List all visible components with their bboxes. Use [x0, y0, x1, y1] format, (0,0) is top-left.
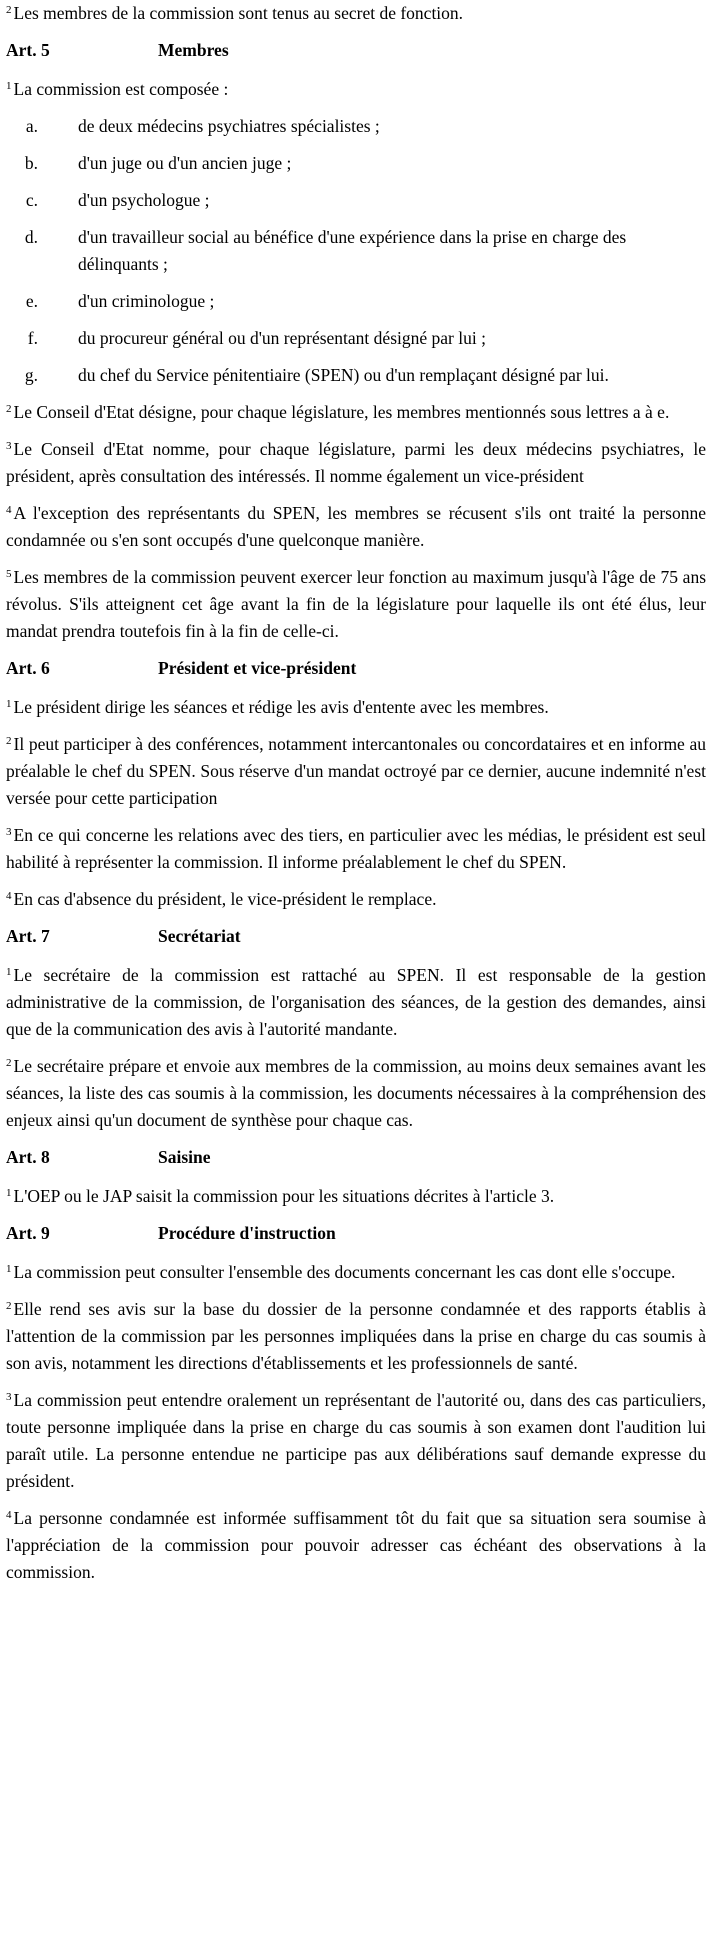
art9-paragraph-3 — [6, 1387, 706, 1495]
art7-paragraph-2 — [6, 1053, 706, 1134]
article-title: Saisine — [158, 1147, 211, 1167]
paragraph-number: 4 — [6, 504, 12, 516]
list-text: d'un travailleur social au bénéfice d'une expérience dans la prise en charge des délinquants ; — [78, 227, 627, 274]
article-5-heading — [6, 37, 706, 64]
list-item — [6, 362, 706, 389]
art9-paragraph-4 — [6, 1505, 706, 1586]
paragraph-text: Elle rend ses avis sur la base du dossier de la personne condamnée et des rapports établis à l'attention de la commission par les personnes impliquées dans la prise en charge du cas soumis à son avis, notamment les directions d'établissements et les professionnels de santé. — [6, 1299, 706, 1373]
article-number: Art. 5 — [6, 40, 50, 60]
list-item — [6, 113, 706, 140]
list-text: du chef du Service pénitentiaire (SPEN) ou d'un remplaçant désigné par lui. — [78, 365, 609, 385]
paragraph-number: 3 — [6, 1391, 12, 1403]
list-text: d'un criminologue ; — [78, 291, 215, 311]
article-title: Président et vice-président — [158, 658, 357, 678]
list-item — [6, 325, 706, 352]
paragraph-number: 4 — [6, 890, 12, 902]
list-letter: b. — [24, 153, 38, 173]
paragraph-number: 1 — [6, 1263, 12, 1275]
paragraph-text: A l'exception des représentants du SPEN, les membres se récusent s'ils ont traité la personne condamnée ou s'en sont occupés d'une quelconque manière. — [6, 503, 706, 550]
art5-member-list — [6, 113, 706, 389]
art8-paragraph-1 — [6, 1183, 706, 1210]
article-title: Secrétariat — [158, 926, 241, 946]
art5-paragraph-5 — [6, 564, 706, 645]
list-letter: e. — [25, 291, 38, 311]
article-title: Procédure d'instruction — [158, 1223, 336, 1243]
article-7-heading — [6, 923, 706, 950]
paragraph-number: 2 — [6, 4, 12, 16]
paragraph-number: 1 — [6, 698, 12, 710]
paragraph-text: L'OEP ou le JAP saisit la commission pour les situations décrites à l'article 3. — [13, 1186, 555, 1206]
article-number: Art. 8 — [6, 1147, 50, 1167]
art6-paragraph-2 — [6, 731, 706, 812]
paragraph-text: Il peut participer à des conférences, notamment intercantonales ou concordataires et en informe au préalable le chef du SPEN. Sous réserve d'un mandat octroyé par ce dernier, aucune indemnité n'est versée pour cette participation — [6, 734, 706, 808]
list-text: de deux médecins psychiatres spécialistes ; — [78, 116, 380, 136]
list-letter: g. — [24, 365, 38, 385]
article-9-heading — [6, 1220, 706, 1247]
paragraph-text: Le Conseil d'Etat désigne, pour chaque législature, les membres mentionnés sous lettres a à e. — [13, 402, 670, 422]
list-text: du procureur général ou d'un représentant désigné par lui ; — [78, 328, 486, 348]
paragraph-text: La personne condamnée est informée suffisamment tôt du fait que sa situation sera soumise à l'appréciation de la commission pour pouvoir adresser cas échéant des observations à la commission. — [6, 1508, 706, 1582]
art5-paragraph-2 — [6, 399, 706, 426]
art6-paragraph-3 — [6, 822, 706, 876]
paragraph-intro-2 — [6, 0, 706, 27]
article-number: Art. 7 — [6, 926, 50, 946]
paragraph-number: 5 — [6, 568, 12, 580]
paragraph-text: Le président dirige les séances et rédige les avis d'entente avec les membres. — [13, 697, 549, 717]
art9-paragraph-2 — [6, 1296, 706, 1377]
paragraph-text: Les membres de la commission sont tenus au secret de fonction. — [13, 3, 464, 23]
list-item — [6, 288, 706, 315]
list-letter: d. — [24, 227, 38, 247]
paragraph-text: En ce qui concerne les relations avec des tiers, en particulier avec les médias, le président est seul habilité à représenter la commission. Il informe préalablement le chef du SPEN. — [6, 825, 706, 872]
art6-paragraph-4 — [6, 886, 706, 913]
paragraph-number: 2 — [6, 735, 12, 747]
paragraph-text: La commission peut entendre oralement un représentant de l'autorité ou, dans des cas particuliers, toute personne impliquée dans la prise en charge du cas soumis à son examen dont l'audition lui paraît utile. La personne entendue ne participe pas aux délibérations sauf demande expresse du président. — [6, 1390, 706, 1491]
article-title: Membres — [158, 40, 229, 60]
list-item — [6, 224, 706, 278]
paragraph-number: 1 — [6, 966, 12, 978]
paragraph-number: 2 — [6, 403, 12, 415]
paragraph-text: Le secrétaire de la commission est rattaché au SPEN. Il est responsable de la gestion administrative de la commission, de l'organisation des séances, de la gestion des demandes, ainsi que de la communication des avis à l'autorité mandante. — [6, 965, 706, 1039]
art5-paragraph-3 — [6, 436, 706, 490]
list-letter: f. — [27, 328, 38, 348]
art7-paragraph-1 — [6, 962, 706, 1043]
paragraph-text: Le secrétaire prépare et envoie aux membres de la commission, au moins deux semaines avant les séances, la liste des cas soumis à la commission, les documents nécessaires à la compréhension des enjeux ainsi qu'un document de synthèse pour chaque cas. — [6, 1056, 706, 1130]
paragraph-text: La commission peut consulter l'ensemble des documents concernant les cas dont elle s'occupe. — [13, 1262, 676, 1282]
document-page — [6, 0, 706, 1596]
paragraph-number: 3 — [6, 440, 12, 452]
paragraph-number: 2 — [6, 1300, 12, 1312]
paragraph-number: 1 — [6, 1187, 12, 1199]
art6-paragraph-1 — [6, 694, 706, 721]
list-text: d'un psychologue ; — [78, 190, 210, 210]
paragraph-number: 2 — [6, 1057, 12, 1069]
art5-paragraph-1 — [6, 76, 706, 103]
paragraph-number: 4 — [6, 1509, 12, 1521]
paragraph-number: 1 — [6, 80, 12, 92]
list-item — [6, 187, 706, 214]
paragraph-text: Les membres de la commission peuvent exercer leur fonction au maximum jusqu'à l'âge de 75 ans révolus. S'ils atteignent cet âge avant la fin de la législature pour laquelle ils ont été élus, leur mandat prendra toutefois fin à la fin de celle-ci. — [6, 567, 706, 641]
paragraph-text: Le Conseil d'Etat nomme, pour chaque législature, parmi les deux médecins psychiatres, le président, après consultation des intéressés. Il nomme également un vice-président — [6, 439, 706, 486]
list-text: d'un juge ou d'un ancien juge ; — [78, 153, 292, 173]
article-number: Art. 9 — [6, 1223, 50, 1243]
paragraph-text: La commission est composée : — [13, 79, 229, 99]
paragraph-text: En cas d'absence du président, le vice-président le remplace. — [13, 889, 437, 909]
list-letter: c. — [25, 190, 38, 210]
article-6-heading — [6, 655, 706, 682]
article-number: Art. 6 — [6, 658, 50, 678]
paragraph-number: 3 — [6, 826, 12, 838]
list-item — [6, 150, 706, 177]
art5-paragraph-4 — [6, 500, 706, 554]
article-8-heading — [6, 1144, 706, 1171]
list-letter: a. — [25, 116, 38, 136]
art9-paragraph-1 — [6, 1259, 706, 1286]
